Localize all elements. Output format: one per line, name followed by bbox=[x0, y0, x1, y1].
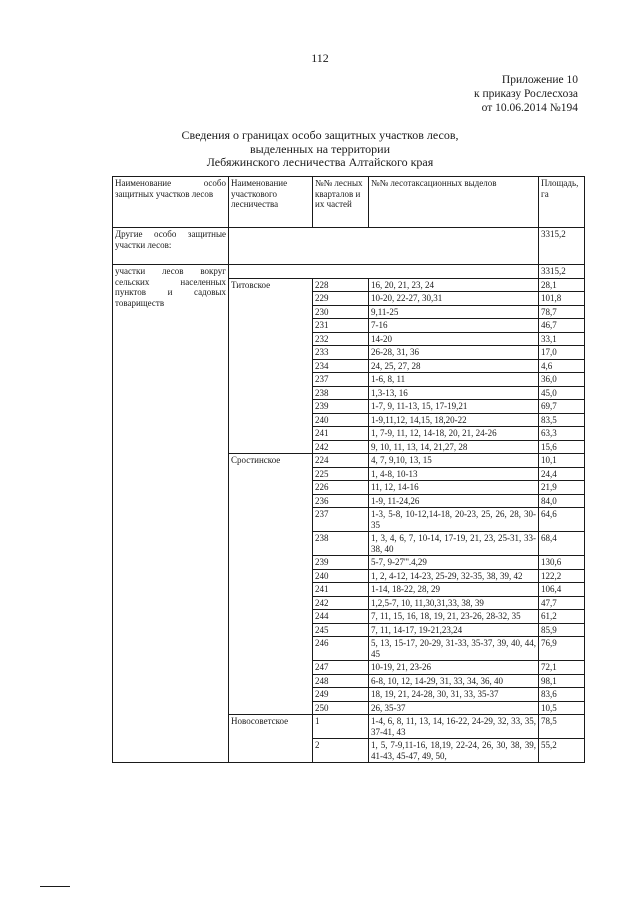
area-cell: 101,8 bbox=[539, 292, 585, 306]
appendix-reference bbox=[388, 73, 578, 115]
allotments-cell: 10-20, 22-27, 30,31 bbox=[369, 292, 539, 306]
header-district-forestry: Наименование участкового лесничества bbox=[229, 177, 313, 228]
quarter-cell: 237 bbox=[313, 508, 369, 532]
area-cell: 21,9 bbox=[539, 481, 585, 495]
area-cell: 17,0 bbox=[539, 346, 585, 360]
allotments-cell: 18, 19, 21, 24-28, 30, 31, 33, 35-37 bbox=[369, 688, 539, 702]
appendix-line-2: к приказу Рослесхоза bbox=[473, 88, 578, 100]
area-cell: 83,6 bbox=[539, 688, 585, 702]
area-cell: 78,5 bbox=[539, 715, 585, 739]
area-cell: 130,6 bbox=[539, 556, 585, 570]
allotments-cell: 10-19, 21, 23-26 bbox=[369, 661, 539, 675]
allotments-cell: 1-9, 11-24,26 bbox=[369, 494, 539, 508]
quarter-cell: 240 bbox=[313, 413, 369, 427]
quarter-cell: 249 bbox=[313, 688, 369, 702]
quarter-cell: 230 bbox=[313, 305, 369, 319]
allotments-cell: 5-7, 9-27'''.4,29 bbox=[369, 556, 539, 570]
quarter-cell: 237 bbox=[313, 373, 369, 387]
area-cell: 69,7 bbox=[539, 400, 585, 414]
quarter-cell: 232 bbox=[313, 332, 369, 346]
quarter-cell: 229 bbox=[313, 292, 369, 306]
district-forestry-cell: Сростинское bbox=[229, 454, 313, 715]
allotments-cell: 1,2,5-7, 10, 11,30,31,33, 38, 39 bbox=[369, 596, 539, 610]
quarter-cell: 239 bbox=[313, 556, 369, 570]
quarter-cell: 241 bbox=[313, 583, 369, 597]
boundaries-table bbox=[112, 176, 585, 763]
allotments-cell: 1, 5, 7-9,11-16, 18,19, 22-24, 26, 30, 38, 39, 41-43, 45-47, 49, 50, bbox=[369, 739, 539, 763]
allotments-cell: 1, 2, 4-12, 14-23, 25-29, 32-35, 38, 39, 42 bbox=[369, 569, 539, 583]
quarter-cell: 239 bbox=[313, 400, 369, 414]
quarter-cell: 236 bbox=[313, 494, 369, 508]
area-cell: 10,1 bbox=[539, 454, 585, 468]
allotments-cell: 16, 20, 21, 23, 24 bbox=[369, 278, 539, 292]
quarter-cell: 240 bbox=[313, 569, 369, 583]
quarter-cell: 226 bbox=[313, 481, 369, 495]
subgroup-empty-cell bbox=[229, 265, 539, 279]
quarter-cell: 242 bbox=[313, 440, 369, 454]
allotments-cell: 1, 7-9, 11, 12, 14-18, 20, 21, 24-26 bbox=[369, 427, 539, 441]
title-line-1: Сведения о границах особо защитных участков лесов, bbox=[181, 128, 459, 142]
allotments-cell: 14-20 bbox=[369, 332, 539, 346]
title-line-2: выделенных на территории bbox=[249, 141, 391, 156]
quarter-cell: 224 bbox=[313, 454, 369, 468]
table-header-row bbox=[113, 177, 585, 228]
subgroup-label: участки лесов вокруг сельских населенных пунктов и садовых товариществ bbox=[113, 265, 229, 763]
quarter-cell: 250 bbox=[313, 701, 369, 715]
total-row bbox=[113, 228, 585, 265]
area-cell: 64,6 bbox=[539, 508, 585, 532]
area-cell: 4,6 bbox=[539, 359, 585, 373]
quarter-cell: 246 bbox=[313, 637, 369, 661]
quarter-cell: 247 bbox=[313, 661, 369, 675]
total-area: 3315,2 bbox=[539, 228, 585, 265]
area-cell: 45,0 bbox=[539, 386, 585, 400]
allotments-cell: 1-9,11,12, 14,15, 18,20-22 bbox=[369, 413, 539, 427]
district-forestry-cell: Новосоветское bbox=[229, 715, 313, 763]
header-protected-area: Наименование особо защитных участков лесов bbox=[113, 177, 229, 228]
area-cell: 68,4 bbox=[539, 532, 585, 556]
area-cell: 106,4 bbox=[539, 583, 585, 597]
table-body bbox=[113, 177, 585, 763]
allotments-cell: 6-8, 10, 12, 14-29, 31, 33, 34, 36, 40 bbox=[369, 674, 539, 688]
quarter-cell: 231 bbox=[313, 319, 369, 333]
appendix-line-1: Приложение 10 bbox=[501, 74, 578, 86]
area-cell: 63,3 bbox=[539, 427, 585, 441]
district-forestry-cell: Титовское bbox=[229, 278, 313, 454]
allotments-cell: 26-28, 31, 36 bbox=[369, 346, 539, 360]
allotments-cell: 11, 12, 14-16 bbox=[369, 481, 539, 495]
area-cell: 33,1 bbox=[539, 332, 585, 346]
area-cell: 28,1 bbox=[539, 278, 585, 292]
subgroup-row bbox=[113, 265, 585, 279]
quarter-cell: 245 bbox=[313, 623, 369, 637]
area-cell: 85,9 bbox=[539, 623, 585, 637]
allotments-cell: 9, 10, 11, 13, 14, 21,27, 28 bbox=[369, 440, 539, 454]
allotments-cell: 7-16 bbox=[369, 319, 539, 333]
document-title bbox=[120, 129, 520, 170]
allotments-cell: 1-7, 9, 11-13, 15, 17-19,21 bbox=[369, 400, 539, 414]
allotments-cell: 7, 11, 14-17, 19-21,23,24 bbox=[369, 623, 539, 637]
quarter-cell: 244 bbox=[313, 610, 369, 624]
header-area: Площадь, га bbox=[539, 177, 585, 228]
area-cell: 83,5 bbox=[539, 413, 585, 427]
area-cell: 24,4 bbox=[539, 467, 585, 481]
allotments-cell: 5, 13, 15-17, 20-29, 31-33, 35-37, 39, 40, 44, 45 bbox=[369, 637, 539, 661]
quarter-cell: 242 bbox=[313, 596, 369, 610]
header-quarters: №№ лесных кварталов и их частей bbox=[313, 177, 369, 228]
allotments-cell: 9,11-25 bbox=[369, 305, 539, 319]
total-label: Другие особо защитные участки лесов: bbox=[113, 228, 229, 265]
quarter-cell: 238 bbox=[313, 386, 369, 400]
area-cell: 46,7 bbox=[539, 319, 585, 333]
allotments-cell: 1-14, 18-22, 28, 29 bbox=[369, 583, 539, 597]
page-number: 112 bbox=[311, 51, 329, 65]
area-cell: 78,7 bbox=[539, 305, 585, 319]
area-cell: 36,0 bbox=[539, 373, 585, 387]
subgroup-area: 3315,2 bbox=[539, 265, 585, 279]
header-allotments: №№ лесотаксационных выделов bbox=[369, 177, 539, 228]
quarter-cell: 228 bbox=[313, 278, 369, 292]
area-cell: 61,2 bbox=[539, 610, 585, 624]
allotments-cell: 1-6, 8, 11 bbox=[369, 373, 539, 387]
footer-rule bbox=[40, 886, 70, 887]
allotments-cell: 26, 35-37 bbox=[369, 701, 539, 715]
quarter-cell: 233 bbox=[313, 346, 369, 360]
allotments-cell: 1-3, 5-8, 10-12,14-18, 20-23, 25, 26, 28, 30-35 bbox=[369, 508, 539, 532]
total-empty-cell bbox=[229, 228, 539, 265]
allotments-cell: 7, 11, 15, 16, 18, 19, 21, 23-26, 28-32, 35 bbox=[369, 610, 539, 624]
quarter-cell: 248 bbox=[313, 674, 369, 688]
allotments-cell: 1,3-13, 16 bbox=[369, 386, 539, 400]
allotments-cell: 1, 4-8, 10-13 bbox=[369, 467, 539, 481]
allotments-cell: 1-4, 6, 8, 11, 13, 14, 16-22, 24-29, 32, 33, 35, 37-41, 43 bbox=[369, 715, 539, 739]
area-cell: 15,6 bbox=[539, 440, 585, 454]
area-cell: 84,0 bbox=[539, 494, 585, 508]
area-cell: 72,1 bbox=[539, 661, 585, 675]
area-cell: 55,2 bbox=[539, 739, 585, 763]
quarter-cell: 238 bbox=[313, 532, 369, 556]
allotments-cell: 4, 7, 9,10, 13, 15 bbox=[369, 454, 539, 468]
area-cell: 47,7 bbox=[539, 596, 585, 610]
quarter-cell: 2 bbox=[313, 739, 369, 763]
area-cell: 122,2 bbox=[539, 569, 585, 583]
allotments-cell: 24, 25, 27, 28 bbox=[369, 359, 539, 373]
area-cell: 10,5 bbox=[539, 701, 585, 715]
quarter-cell: 234 bbox=[313, 359, 369, 373]
allotments-cell: 1, 3, 4, 6, 7, 10-14, 17-19, 21, 23, 25-31, 33-38, 40 bbox=[369, 532, 539, 556]
quarter-cell: 1 bbox=[313, 715, 369, 739]
area-cell: 98,1 bbox=[539, 674, 585, 688]
quarter-cell: 241 bbox=[313, 427, 369, 441]
area-cell: 76,9 bbox=[539, 637, 585, 661]
title-line-3: Лебяжинского лесничества Алтайского края bbox=[206, 155, 434, 169]
quarter-cell: 225 bbox=[313, 467, 369, 481]
appendix-line-3: от 10.06.2014 №194 bbox=[481, 102, 578, 114]
